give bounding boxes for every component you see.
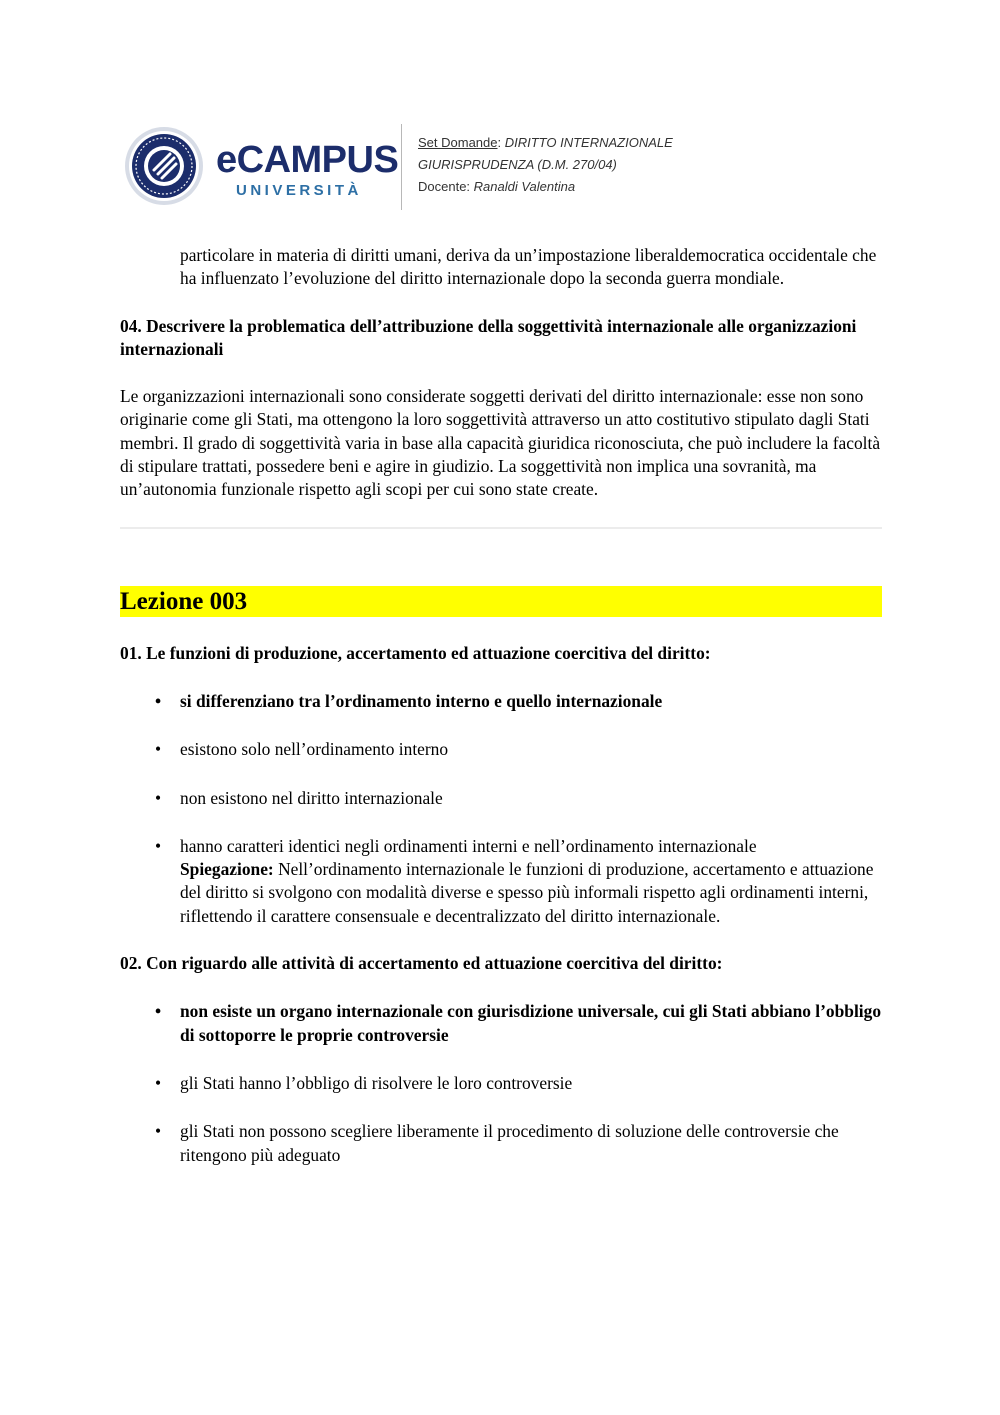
logo-main-text: eCAMPUS [216,139,399,181]
intro-paragraph: particolare in materia di diritti umani, deriva da un’impostazione liberaldemocratica occidentale che ha influenzato l’evoluzione del diritto internazionale dopo la seconda guerra mondiale. [180,245,877,289]
lesson-q2-title: 02. Con riguardo alle attività di accertamento ed attuazione coercitiva del diritto: [120,953,723,974]
list-item [120,835,882,928]
document-body [120,244,882,1167]
lesson-q1-title: 01. Le funzioni di produzione, accertamento ed attuazione coercitiva del diritto: [120,642,711,663]
course-info: Set Domande: DIRITTO INTERNAZIONALE GIURISPRUDENZA (D.M. 270/04) Docente: Ranaldi Valentina [418,135,673,194]
docente-value: Ranaldi Valentina [473,179,576,194]
list-item: • esistono solo nell’ordinamento interno [120,738,882,761]
list-item: • gli Stati hanno l’obbligo di risolvere le loro controversie [120,1072,882,1095]
set-label: Set Domande [418,135,498,150]
list-item: • non esiste un organo internazionale con giurisdizione universale, cui gli Stati abbiano l’obbligo di sottoporre le proprie controversie [120,1000,882,1047]
list-item: • si differenziano tra l’ordinamento interno e quello internazionale [120,690,882,713]
list-item: • non esistono nel diritto internazionale [120,787,882,810]
university-logo [216,140,398,200]
explanation-label: Spiegazione: [180,859,274,880]
logo-sub-text: UNIVERSITÀ [236,182,362,199]
header-divider [401,124,402,210]
document-header [120,118,760,210]
lesson-q1-options [120,690,882,928]
lesson-title: Lezione 003 [120,586,882,617]
set-value: DIRITTO INTERNAZIONALE [504,135,673,150]
option-text: hanno caratteri identici negli ordinamenti interni e nell’ordinamento internazionale [180,835,757,856]
section-divider [120,527,882,529]
explanation-text: Nell’ordinamento internazionale le funzioni di produzione, accertamento e attuazione del diritto si svolgono con modalità diverse e spesso più informali rispetto agli ordinamenti interni, riflettendo il carattere consensuale e decentralizzato del diritto internazionale. [180,859,874,926]
set-value-line2: GIURISPRUDENZA (D.M. 270/04) [418,157,617,172]
lesson-q2-options [120,1000,882,1166]
docente-label: Docente [418,179,467,194]
question-04-title: 04. Descrivere la problematica dell’attribuzione della soggettività internazionale alle organizzazioni internazionali [120,315,857,359]
question-04-answer: Le organizzazioni internazionali sono considerate soggetti derivati del diritto internazionale: esse non sono originarie come gli Stati, ma ottengono la loro soggettività attraverso un atto costitutivo stipulato dagli Stati membri. Il grado di soggettività varia in base alla capacità giuridica riconosciuta, che può includere la facoltà di stipulare trattati, possedere beni e agire in giudizio. La soggettività non implica una sovranità, ma un’autonomia funzionale rispetto agli scopi per cui sono state create. [120,386,881,500]
university-seal-icon [124,126,204,206]
list-item: • gli Stati non possono scegliere liberamente il procedimento di soluzione delle controversie che ritengono più adeguato [120,1120,882,1167]
